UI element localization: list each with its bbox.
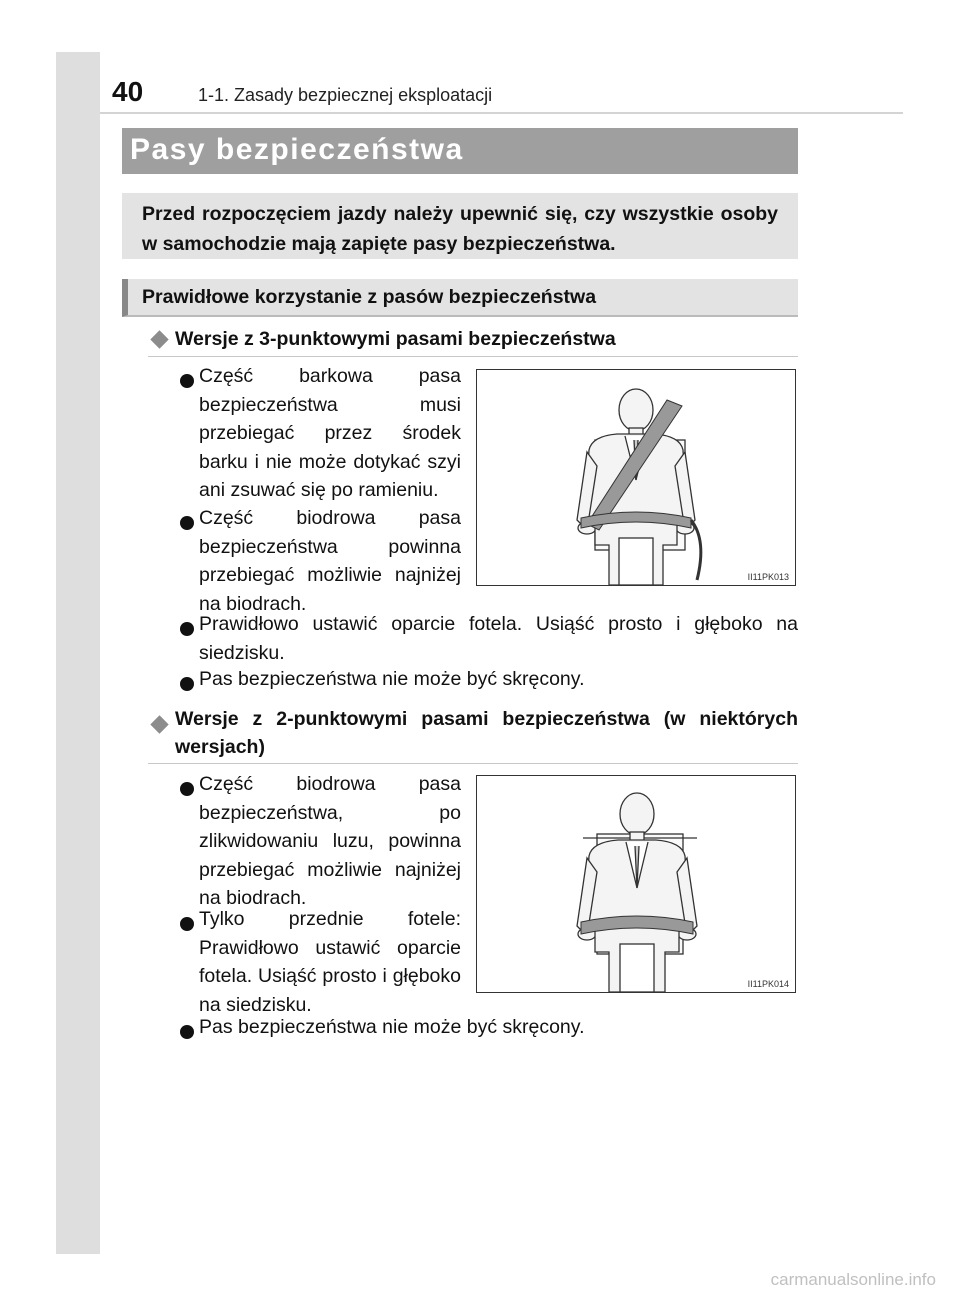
variant-divider	[148, 763, 798, 764]
variant-heading-3-point: Wersje z 3-punktowymi pasami bezpieczeństwa	[175, 328, 616, 350]
bullet-text: Część biodrowa pasa bezpieczeństwa powinna przebiegać możliwie najniżej na biodrach.	[199, 507, 461, 615]
variant-heading-2-point: Wersje z 2-punktowymi pasami bezpieczeństwa (w niektórych wersjach)	[175, 708, 798, 758]
bullet-icon	[180, 1025, 194, 1039]
intro-box	[122, 193, 798, 259]
bullet-icon	[180, 622, 194, 636]
section-reference: 1-1. Zasady bezpiecznej eksploatacji	[198, 84, 493, 105]
watermark-logo: carmanualsonline.info	[770, 1270, 936, 1289]
bullet-text: Pas bezpieczeństwa nie może być skręcony.	[199, 1016, 585, 1038]
page-number: 40	[112, 76, 144, 107]
page-title-bar	[122, 128, 798, 174]
side-tab-strip	[56, 52, 100, 1254]
bullet-text: Część biodrowa pasa bezpieczeństwa, po zlikwidowaniu luzu, powinna przebiegać możliwie najniżej na biodrach.	[199, 773, 461, 909]
intro-text: Przed rozpoczęciem jazdy należy upewnić się, czy wszystkie osoby w samochodzie mają zapięte pasy bezpieczeństwa.	[142, 203, 778, 255]
bullet-icon	[180, 917, 194, 931]
bullet-text: Pas bezpieczeństwa nie może być skręcony.	[199, 668, 585, 690]
seatbelt-3-point-figure	[476, 369, 796, 586]
bullet-text: Prawidłowo ustawić oparcie fotela. Usiąść prosto i głęboko na siedzisku.	[199, 613, 798, 664]
seated-person-2-point-illustration	[477, 776, 795, 992]
variant-divider	[148, 356, 798, 357]
bullet-text: Tylko przednie fotele: Prawidłowo ustawić oparcie fotela. Usiąść prosto i głęboko na siedzisku.	[199, 908, 461, 1016]
bullet-icon	[180, 516, 194, 530]
diamond-icon	[150, 715, 168, 733]
subheading-bar	[122, 279, 798, 317]
page-title: Pasy bezpieczeństwa	[130, 133, 464, 166]
header-divider	[100, 112, 903, 114]
figure-code: II11PK013	[747, 572, 789, 582]
bullet-icon	[180, 782, 194, 796]
diamond-icon	[150, 330, 168, 348]
bullet-icon	[180, 374, 194, 388]
bullet-text: Część barkowa pasa bezpieczeństwa musi przebiegać przez środek barku i nie może dotykać szyi ani zsuwać się po ramieniu.	[199, 365, 461, 501]
bullet-icon	[180, 677, 194, 691]
subheading: Prawidłowe korzystanie z pasów bezpieczeństwa	[142, 286, 597, 308]
seatbelt-2-point-figure	[476, 775, 796, 993]
seated-person-3-point-illustration	[477, 370, 795, 585]
figure-code: II11PK014	[747, 979, 789, 989]
